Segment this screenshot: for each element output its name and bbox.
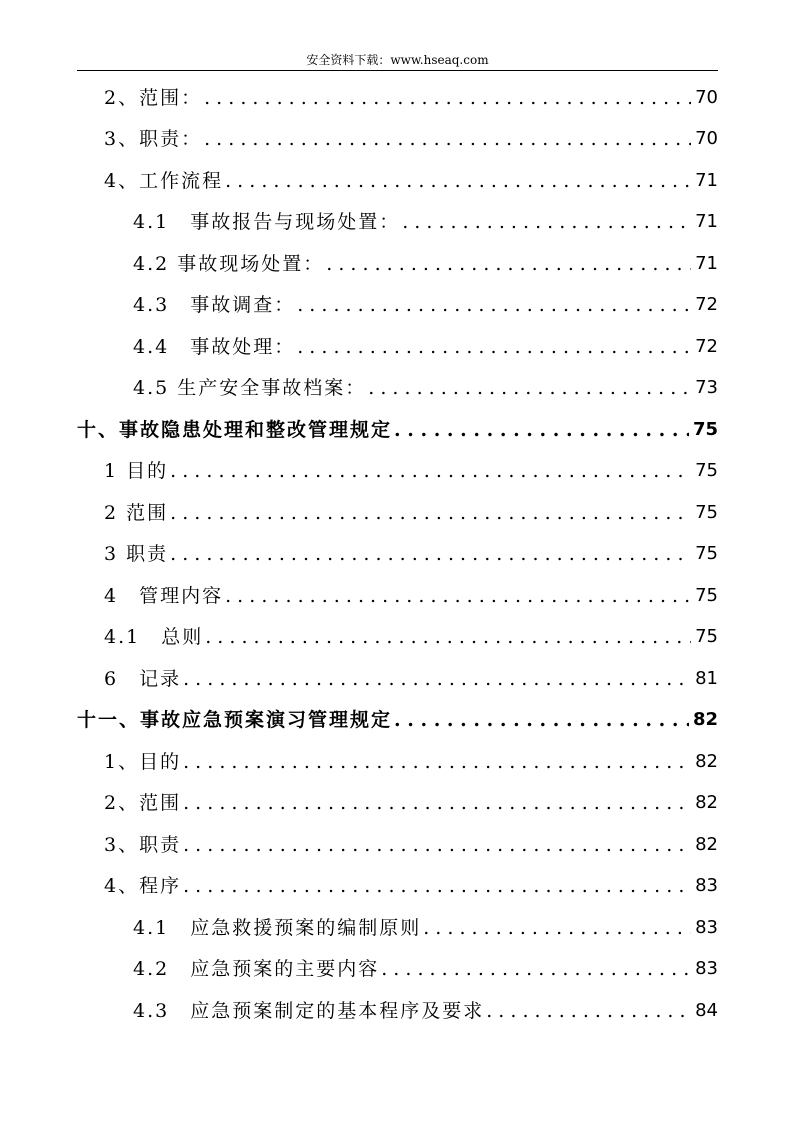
page-header [77, 50, 718, 71]
toc-entry-page: 84 [695, 1000, 718, 1021]
toc-entry-title: 4、工作流程 [104, 170, 224, 192]
toc-entry-title: 十、事故隐患处理和整改管理规定 [77, 419, 393, 441]
toc-dot-leader [183, 830, 691, 860]
toc-dot-leader [183, 871, 691, 901]
toc-entry-page: 75 [695, 585, 718, 606]
toc-entry-title: 2、范围 [104, 792, 182, 814]
toc-entry-page: 70 [695, 128, 718, 149]
toc-dot-leader [183, 747, 691, 777]
toc-entry[interactable] [104, 166, 718, 196]
toc-dot-leader [394, 415, 689, 445]
toc-entry[interactable] [104, 830, 718, 860]
toc-dot-leader [205, 622, 691, 652]
toc-entry-title: 3 职责 [104, 543, 169, 565]
toc-entry[interactable] [104, 664, 718, 694]
toc-entry-title: 十一、事故应急预案演习管理规定 [77, 709, 393, 731]
toc-entry-page: 82 [695, 792, 718, 813]
toc-dot-leader [394, 705, 689, 735]
toc-entry-page: 70 [695, 87, 718, 108]
header-text: 安全资料下载：www.hseaq.com [306, 53, 489, 67]
toc-entry[interactable] [133, 332, 718, 362]
toc-entry[interactable] [104, 747, 718, 777]
toc-entry-page: 71 [695, 253, 718, 274]
toc-chapter-entry[interactable] [77, 705, 718, 735]
toc-entry-page: 71 [695, 170, 718, 191]
toc-entry[interactable] [133, 996, 718, 1026]
toc-dot-leader [326, 249, 691, 279]
toc-entry[interactable] [133, 373, 718, 403]
toc-entry[interactable] [104, 83, 718, 113]
toc-entry-title: 4.3 事故调查： [133, 294, 296, 316]
toc-dot-leader [204, 124, 691, 154]
toc-chapter-entry[interactable] [77, 415, 718, 445]
toc-entry-title: 3、职责 [104, 834, 182, 856]
toc-dot-leader [402, 207, 691, 237]
toc-entry-title: 6 记录 [104, 668, 182, 690]
toc-entry-title: 4.5 生产安全事故档案： [133, 377, 367, 399]
toc-dot-leader [297, 332, 691, 362]
toc-entry-page: 83 [695, 917, 718, 938]
toc-dot-leader [368, 373, 691, 403]
toc-entry-title: 3、职责： [104, 128, 203, 150]
toc-dot-leader [423, 913, 691, 943]
toc-entry-title: 2 范围 [104, 502, 169, 524]
toc-dot-leader [204, 83, 691, 113]
toc-entry[interactable] [104, 871, 718, 901]
toc-entry[interactable] [133, 913, 718, 943]
toc-entry-page: 72 [695, 336, 718, 357]
toc-entry-page: 75 [695, 460, 718, 481]
toc-entry[interactable] [104, 622, 718, 652]
toc-entry[interactable] [104, 539, 718, 569]
toc-dot-leader [170, 498, 691, 528]
toc-entry-page: 75 [695, 502, 718, 523]
toc-entry[interactable] [104, 456, 718, 486]
toc-dot-leader [183, 788, 691, 818]
toc-dot-leader [170, 539, 691, 569]
toc-entry[interactable] [133, 207, 718, 237]
toc-entry-page: 72 [695, 294, 718, 315]
toc-entry-page: 81 [695, 668, 718, 689]
toc-entry-title: 4.3 应急预案制定的基本程序及要求 [133, 1000, 485, 1022]
toc-entry-page: 82 [692, 709, 718, 730]
toc-entry-page: 75 [692, 419, 718, 440]
toc-entry[interactable] [104, 498, 718, 528]
toc-entry-title: 4.4 事故处理： [133, 336, 296, 358]
toc-entry[interactable] [133, 290, 718, 320]
toc-dot-leader [183, 664, 691, 694]
toc-entry-title: 4.2 应急预案的主要内容 [133, 958, 380, 980]
toc-entry-page: 83 [695, 875, 718, 896]
toc-entry-page: 82 [695, 834, 718, 855]
toc-entry[interactable] [133, 249, 718, 279]
toc-entry-page: 82 [695, 751, 718, 772]
toc-entry-title: 4.1 事故报告与现场处置： [133, 211, 401, 233]
toc-entry-title: 4.1 应急救援预案的编制原则 [133, 917, 422, 939]
toc-entry-title: 4、程序 [104, 875, 182, 897]
toc-entry-page: 75 [695, 543, 718, 564]
toc-dot-leader [297, 290, 691, 320]
toc-entry-title: 1、目的 [104, 751, 182, 773]
toc-entry-page: 73 [695, 377, 718, 398]
toc-dot-leader [170, 456, 691, 486]
toc-entry-title: 1 目的 [104, 460, 169, 482]
toc-dot-leader [225, 581, 691, 611]
toc-entry[interactable] [104, 788, 718, 818]
toc-entry-title: 4 管理内容 [104, 585, 224, 607]
toc-entry[interactable] [133, 954, 718, 984]
toc-entry-page: 75 [695, 626, 718, 647]
toc-entry-title: 4.2 事故现场处置： [133, 253, 325, 275]
toc-entry-title: 4.1 总则 [104, 626, 204, 648]
toc-entry-title: 2、范围： [104, 87, 203, 109]
toc-entry[interactable] [104, 124, 718, 154]
toc-entry[interactable] [104, 581, 718, 611]
toc-entry-page: 83 [695, 958, 718, 979]
toc-dot-leader [486, 996, 691, 1026]
toc-entry-page: 71 [695, 211, 718, 232]
toc-dot-leader [381, 954, 691, 984]
toc-dot-leader [225, 166, 691, 196]
